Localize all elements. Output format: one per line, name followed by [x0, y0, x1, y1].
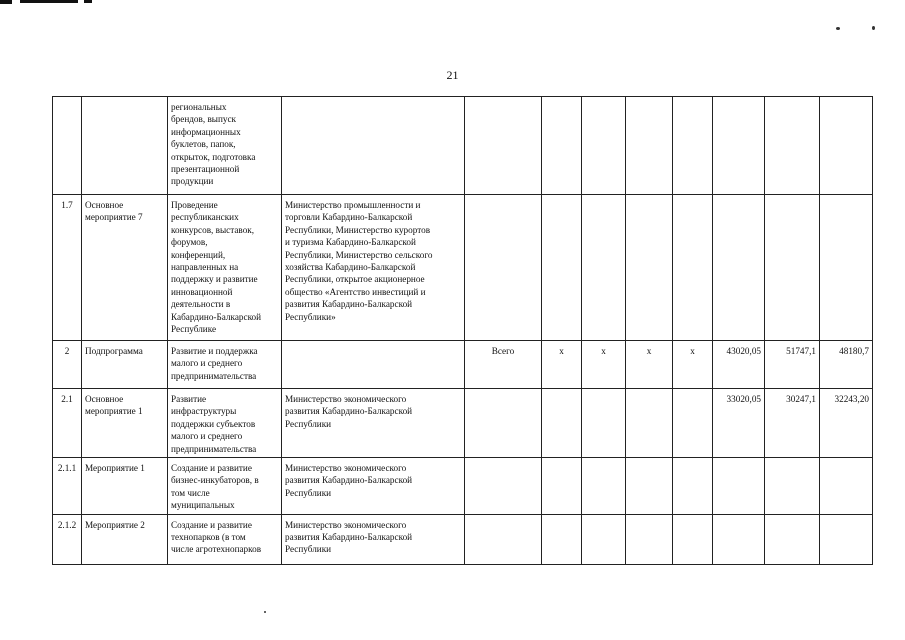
table-row [53, 341, 873, 389]
row-code-cell-3 [626, 341, 673, 389]
row-value-cell-1 [713, 341, 765, 389]
table-row [53, 514, 873, 564]
table-row [53, 97, 873, 195]
row-name-cell-text: Мероприятие 1 [85, 463, 145, 474]
row-name-cell [82, 97, 168, 195]
row-description-cell-text: Развитие инфраструктуры поддержки субъектов малого и среднего предпринимательства [171, 394, 257, 454]
page-number: 21 [446, 68, 459, 82]
row-name-cell [82, 195, 168, 341]
row-name-cell [82, 458, 168, 515]
row-code-cell-3 [626, 195, 673, 341]
row-description-cell [168, 458, 282, 515]
row-code-cell-4 [673, 195, 713, 341]
row-executor-cell [282, 389, 465, 458]
row-number-cell [53, 341, 82, 389]
row-code-cell-2 [582, 341, 626, 389]
row-value-cell-2 [765, 97, 820, 195]
row-number-cell-text: 2.1.1 [57, 463, 77, 474]
row-value-cell-3-text: 32243,20 [834, 394, 869, 404]
row-value-cell-1-text: 43020,05 [726, 346, 761, 356]
row-code-cell-1 [542, 195, 582, 341]
row-code-cell-2 [582, 514, 626, 564]
row-source-cell [465, 514, 542, 564]
row-code-cell-4 [673, 389, 713, 458]
row-code-cell-3 [626, 458, 673, 515]
row-executor-cell-text: Министерство экономического развития Кабардино-Балкарской Республики [285, 519, 413, 555]
row-name-cell-text: Мероприятие 2 [85, 519, 145, 530]
row-value-cell-2 [765, 458, 820, 515]
row-description-cell [168, 97, 282, 195]
row-value-cell-3 [820, 97, 873, 195]
row-source-cell-text: Всего [491, 346, 515, 356]
row-code-cell-4 [673, 341, 713, 389]
row-code-cell-1 [542, 514, 582, 564]
row-value-cell-1 [713, 195, 765, 341]
row-code-cell-2 [582, 389, 626, 458]
row-number-cell [53, 389, 82, 458]
row-code-cell-4 [673, 458, 713, 515]
row-code-cell-4-text: x [690, 346, 695, 356]
row-executor-cell-text: Министерство экономического развития Кабардино-Балкарской Республики [285, 394, 413, 429]
row-code-cell-2 [582, 195, 626, 341]
row-executor-cell [282, 341, 465, 389]
row-executor-cell [282, 97, 465, 195]
row-executor-cell [282, 514, 465, 564]
table-row [53, 195, 873, 341]
row-description-cell [168, 514, 282, 564]
row-value-cell-3 [820, 341, 873, 389]
row-value-cell-2 [765, 514, 820, 564]
row-value-cell-1 [713, 458, 765, 515]
row-description-cell-text: Создание и развитие бизнес-инкубаторов, в том числе муниципальных [171, 463, 259, 511]
row-description-cell-text: Развитие и поддержка малого и среднего предпринимательства [171, 346, 258, 381]
row-number-cell [53, 458, 82, 515]
scan-artifact-top-left [0, 0, 12, 4]
row-executor-cell-text: Министерство промышленности и торговли Кабардино-Балкарской Республики, Министерство курортов и туризма Кабардино-Балкарской Республики, Министерство сельского хозяйства Кабардино-Балкарской Республики, открытое акционерное общество «Агентство инвестиций и развития Кабардино-Балкарской Республики» [285, 200, 433, 322]
row-name-cell-text: Подпрограмма [85, 346, 143, 356]
row-executor-cell-text: Министерство экономического развития Кабардино-Балкарской Республики [285, 463, 413, 498]
row-value-cell-2-text: 30247,1 [786, 394, 816, 404]
row-description-cell [168, 341, 282, 389]
row-source-cell [465, 389, 542, 458]
row-value-cell-3 [820, 458, 873, 515]
row-code-cell-1-text: x [559, 346, 564, 356]
row-description-cell [168, 195, 282, 341]
row-code-cell-4 [673, 514, 713, 564]
row-name-cell-text: Основное мероприятие 7 [85, 200, 143, 223]
row-code-cell-1 [542, 341, 582, 389]
row-code-cell-4 [673, 97, 713, 195]
row-value-cell-2 [765, 389, 820, 458]
row-name-cell [82, 389, 168, 458]
row-code-cell-2 [582, 97, 626, 195]
scan-speck [836, 27, 840, 30]
row-source-cell [465, 341, 542, 389]
row-description-cell-text: региональных брендов, выпуск информационных буклетов, папок, открыток, подготовка презентационной продукции [171, 102, 256, 187]
row-description-cell [168, 389, 282, 458]
table-body [53, 97, 873, 565]
row-source-cell [465, 97, 542, 195]
row-name-cell [82, 514, 168, 564]
row-code-cell-3 [626, 389, 673, 458]
row-name-cell [82, 341, 168, 389]
row-name-cell-text: Основное мероприятие 1 [85, 394, 143, 417]
row-code-cell-1 [542, 97, 582, 195]
row-value-cell-2 [765, 195, 820, 341]
row-number-cell-text: 2.1.2 [57, 519, 77, 530]
row-value-cell-3 [820, 195, 873, 341]
row-code-cell-2-text: x [601, 346, 606, 356]
table-row [53, 389, 873, 458]
scan-artifact-top-left-2 [20, 0, 78, 3]
scan-speck [872, 26, 875, 30]
row-number-cell [53, 97, 82, 195]
row-code-cell-1 [542, 458, 582, 515]
row-executor-cell [282, 195, 465, 341]
program-activities-table [52, 96, 873, 565]
table-row [53, 458, 873, 515]
row-code-cell-3-text: x [646, 346, 652, 356]
scan-speck [264, 611, 266, 613]
row-value-cell-1 [713, 97, 765, 195]
row-code-cell-1 [542, 389, 582, 458]
row-number-cell [53, 514, 82, 564]
row-number-cell-text: 2 [64, 346, 70, 356]
row-source-cell [465, 195, 542, 341]
row-value-cell-1 [713, 514, 765, 564]
row-number-cell-text: 1.7 [61, 200, 73, 210]
row-code-cell-3 [626, 514, 673, 564]
row-value-cell-1-text: 33020,05 [726, 394, 761, 404]
row-description-cell-text: Проведение республиканских конкурсов, выставок, форумов, конференций, направленных на поддержку и развитие инновационной деятельности в Кабардино-Балкарской Республике [171, 200, 262, 335]
row-number-cell [53, 195, 82, 341]
row-value-cell-2 [765, 341, 820, 389]
row-executor-cell [282, 458, 465, 515]
row-description-cell-text: Создание и развитие технопарков (в том числе агротехнопарков [171, 519, 262, 555]
scan-artifact-top-left-3 [84, 0, 92, 3]
row-value-cell-3-text: 48180,7 [839, 346, 869, 356]
row-value-cell-3 [820, 514, 873, 564]
row-code-cell-2 [582, 458, 626, 515]
row-source-cell [465, 458, 542, 515]
row-value-cell-3 [820, 389, 873, 458]
row-number-cell-text: 2.1 [61, 394, 73, 404]
row-code-cell-3 [626, 97, 673, 195]
row-value-cell-1 [713, 389, 765, 458]
row-value-cell-2-text: 51747,1 [786, 346, 816, 356]
